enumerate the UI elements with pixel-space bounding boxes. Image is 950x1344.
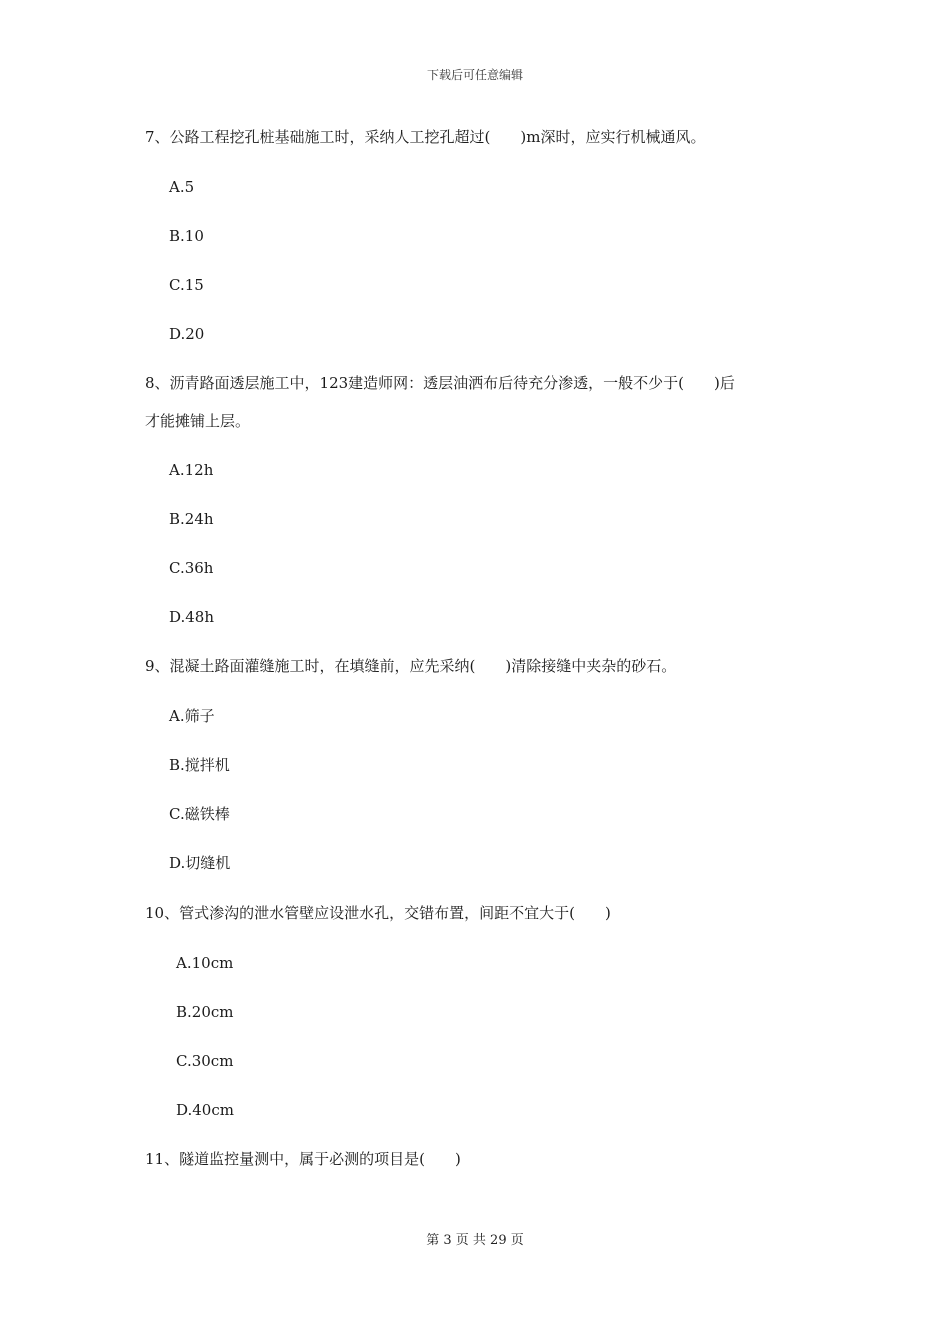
question-7-option-a: A.5	[169, 178, 195, 196]
question-9-option-a: A.筛子	[169, 707, 215, 725]
question-7-option-b: B.10	[169, 227, 204, 245]
question-10-option-b: B.20cm	[176, 1003, 234, 1021]
question-7-stem: 7、公路工程挖孔桩基础施工时，采纳人工挖孔超过( )m深时，应实行机械通风。	[145, 128, 706, 146]
question-7-option-d: D.20	[169, 325, 205, 343]
question-8-option-a: A.12h	[169, 461, 214, 479]
question-8-stem-line-1: 8、沥青路面透层施工中，123建造师网：透层油洒布后待充分渗透，一般不少于( )后	[145, 374, 735, 392]
question-9-stem: 9、混凝土路面灌缝施工时，在填缝前，应先采纳( )清除接缝中夹杂的砂石。	[145, 657, 677, 675]
question-10-stem: 10、管式渗沟的泄水管壁应设泄水孔，交错布置，间距不宜大于( )	[145, 904, 611, 922]
page-footer: 第 3 页 共 29 页	[426, 1233, 524, 1248]
question-10-option-c: C.30cm	[176, 1052, 234, 1070]
question-8-option-d: D.48h	[169, 608, 215, 626]
question-9-option-c: C.磁铁棒	[169, 805, 230, 823]
question-10-option-d: D.40cm	[176, 1101, 234, 1119]
page-header: 下载后可任意编辑	[426, 68, 523, 82]
question-8-stem-line-2: 才能摊铺上层。	[145, 412, 251, 430]
question-7-option-c: C.15	[169, 276, 204, 294]
question-8-option-b: B.24h	[169, 510, 214, 528]
question-11-stem: 11、隧道监控量测中，属于必测的项目是( )	[145, 1150, 461, 1168]
question-9-option-b: B.搅拌机	[169, 756, 230, 774]
question-9-option-d: D.切缝机	[169, 854, 231, 872]
question-8-option-c: C.36h	[169, 559, 214, 577]
question-10-option-a: A.10cm	[176, 954, 234, 972]
